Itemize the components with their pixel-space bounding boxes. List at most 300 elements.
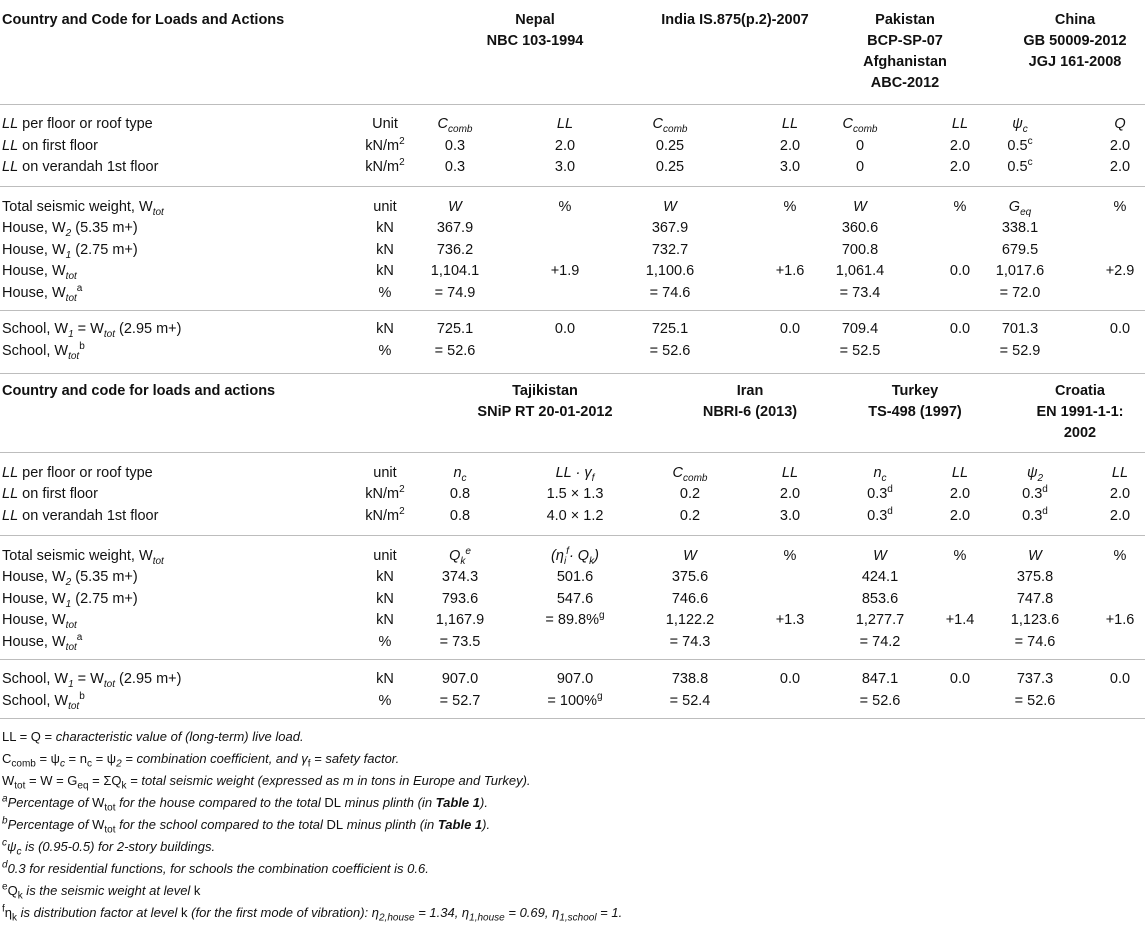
unit-cell: kN — [376, 263, 394, 279]
cell-text: 0.3 — [867, 508, 888, 524]
cell-text: +1.6 — [775, 263, 805, 279]
row-label — [2, 217, 138, 239]
cell-text: = 52.4 — [669, 692, 711, 709]
header-tajikistan — [430, 381, 660, 423]
fn-sub: c — [86, 758, 92, 770]
cell: 0.3 — [444, 138, 466, 154]
cell — [630, 239, 710, 261]
cell-text: = 52.6 — [434, 342, 476, 359]
label-text: House, W — [2, 633, 66, 650]
fn-text: = combination coefficient, and γ — [121, 751, 308, 766]
header-china — [1000, 10, 1145, 73]
cell: W — [683, 548, 697, 564]
cell-text: 0.5 — [1007, 138, 1028, 154]
cell-sub: comb — [663, 123, 688, 135]
cell: % — [1113, 548, 1127, 564]
label-text: (5.35 m+) — [71, 220, 138, 236]
label-sub: tot — [103, 328, 115, 340]
cell-text: = 73.5 — [439, 633, 481, 650]
cell-text: C — [652, 116, 664, 132]
row-label — [2, 260, 77, 282]
cell: 2.0 — [949, 508, 971, 524]
cell — [995, 566, 1075, 588]
unit-cell: unit — [373, 548, 397, 564]
cell-text: 367.9 — [651, 220, 689, 236]
cell-text: 338.1 — [1001, 220, 1039, 236]
cell — [820, 217, 900, 239]
cell-sub: k — [589, 555, 595, 567]
fn-text: is (0.95-0.5) for 2-story buildings. — [21, 839, 216, 854]
fn-text: = W = G — [25, 773, 78, 788]
cell — [525, 588, 625, 610]
cell — [530, 545, 620, 567]
header-china-code1: GB 50009-2012 — [1023, 33, 1127, 49]
cell — [660, 462, 720, 484]
cell — [990, 135, 1050, 157]
fn-text: ). — [482, 817, 491, 832]
label-sub: tot — [152, 206, 164, 218]
header-iran-code: NBRI-6 (2013) — [702, 404, 798, 420]
label-sub: 1 — [68, 328, 74, 340]
fn-text: = ψ — [35, 751, 60, 766]
table2-header-label: Country and code for loads and actions — [2, 383, 276, 399]
cell — [990, 196, 1050, 218]
cell — [650, 631, 730, 653]
fn-text: = 0.69, η — [504, 905, 560, 920]
fn-sub: 2 — [116, 758, 122, 770]
fn-sup: a — [2, 793, 8, 805]
header-croatia-code1: EN 1991-1-1: — [1036, 404, 1124, 420]
header-turkey — [840, 381, 990, 423]
header-pakistan — [840, 10, 970, 94]
cell-text: 701.3 — [1001, 321, 1039, 337]
cell: 2.0 — [779, 138, 801, 154]
cell — [760, 668, 820, 690]
cell-text: G — [1008, 199, 1021, 215]
cell: 2.0 — [554, 138, 576, 154]
unit-cell: Unit — [372, 116, 398, 132]
header-iran-name: Iran — [736, 383, 764, 399]
cell — [850, 483, 910, 505]
row-label — [2, 609, 77, 631]
cell — [760, 609, 820, 631]
fn-text: W — [92, 817, 105, 832]
label-sup: b — [79, 690, 85, 702]
cell-text: ) — [594, 548, 599, 564]
cell-text: = 74.3 — [669, 633, 711, 650]
row-label — [2, 318, 181, 340]
fn-text: = ΣQ — [88, 773, 122, 788]
unit-cell: unit — [373, 465, 397, 481]
cell: 0.25 — [655, 159, 685, 175]
cell: LL — [951, 465, 969, 481]
cell-text: = 100% — [547, 692, 598, 709]
cell — [415, 282, 495, 304]
label-text: = W — [73, 671, 104, 687]
cell — [1100, 609, 1140, 631]
cell-text: = 52.5 — [839, 342, 881, 359]
cell-text: 0.0 — [1109, 321, 1131, 337]
cell-text: +1.6 — [1105, 612, 1135, 628]
cell — [995, 631, 1075, 653]
unit-cell — [355, 483, 415, 505]
cell-text: = 72.0 — [999, 284, 1041, 301]
row-label — [2, 239, 138, 261]
unit-cell: % — [378, 342, 392, 359]
cell-sub: c — [1022, 123, 1028, 135]
cell — [415, 318, 495, 340]
cell-text: 0.0 — [779, 671, 801, 687]
row-label: LL per floor or roof type — [2, 465, 153, 481]
header-iran — [660, 381, 840, 423]
row-label — [2, 668, 181, 690]
cell-sub: comb — [683, 472, 708, 484]
cell: 2.0 — [779, 486, 801, 502]
label-sub: 2 — [65, 576, 72, 588]
cell-text: 367.9 — [436, 220, 474, 236]
cell-text: 1,017.6 — [995, 263, 1045, 279]
cell — [840, 631, 920, 653]
cell: % — [953, 199, 967, 215]
cell — [930, 609, 990, 631]
cell: LL — [781, 116, 799, 132]
cell-text: = 73.4 — [839, 284, 881, 301]
cell-text: LL · γ — [555, 465, 592, 481]
fn-sub: tot — [104, 802, 116, 814]
footnote-9 — [2, 904, 622, 922]
cell — [930, 668, 990, 690]
label-text: (2.95 m+) — [115, 321, 182, 337]
cell-sub: eq — [1020, 206, 1032, 218]
fn-text: = safety factor. — [310, 751, 400, 766]
cell — [995, 609, 1075, 631]
header-croatia-name: Croatia — [1055, 383, 1105, 399]
label-text: House, W — [2, 569, 66, 585]
cell-text: 0.0 — [1109, 671, 1131, 687]
cell-sup: c — [1027, 136, 1033, 148]
label-sup: a — [76, 631, 83, 643]
fn-sup: b — [2, 815, 8, 827]
cell: 0.3 — [444, 159, 466, 175]
cell — [525, 668, 625, 690]
cell-text: 1,122.2 — [665, 612, 715, 628]
table-row — [0, 631, 1145, 653]
cell — [760, 318, 820, 340]
cell — [630, 282, 710, 304]
cell-sub: comb — [448, 123, 473, 135]
cell: W — [873, 548, 887, 564]
cell-text: 737.3 — [1016, 671, 1054, 687]
cell-sup: e — [465, 546, 471, 558]
fn-sub: c — [16, 846, 22, 858]
divider — [0, 310, 1145, 311]
cell-text: 1,104.1 — [430, 263, 480, 279]
cell — [760, 260, 820, 282]
row-label: LL on first floor — [2, 138, 98, 154]
cell: W — [853, 199, 867, 215]
unit-sup: 2 — [399, 506, 405, 518]
cell-text: 1,167.9 — [435, 612, 485, 628]
cell-text: 853.6 — [861, 590, 899, 607]
cell-text: = 89.8% — [545, 612, 600, 628]
fn-text: minus plinth (in — [343, 817, 438, 832]
cell-text: 374.3 — [441, 569, 479, 585]
cell-text: 1,277.7 — [855, 612, 905, 628]
cell-sub: c — [881, 472, 887, 484]
label-sup: a — [76, 282, 83, 294]
cell-sub: f — [591, 472, 595, 484]
table-row — [0, 505, 1145, 527]
cell: LL — [1111, 465, 1129, 481]
fn-text: W — [92, 795, 105, 810]
table-row — [0, 566, 1145, 588]
header-india — [640, 10, 830, 31]
fn-sub: k — [17, 890, 23, 902]
row-label — [2, 690, 85, 712]
unit-cell: kN — [376, 220, 394, 236]
header-china-name: China — [1054, 12, 1096, 28]
header-nepal — [420, 10, 650, 52]
fn-text: k — [193, 883, 201, 898]
table-row — [0, 260, 1145, 282]
label-sub: tot — [65, 270, 77, 282]
cell-text: 747.8 — [1016, 590, 1054, 607]
cell-sub: 2 — [1037, 472, 1044, 484]
cell-text: C — [437, 116, 449, 132]
label-sub: 1 — [65, 598, 72, 610]
table-row — [0, 318, 1145, 340]
cell: 0 — [855, 159, 865, 175]
cell — [630, 260, 710, 282]
table2-header — [0, 381, 1145, 451]
cell: Q — [1114, 116, 1126, 132]
cell — [640, 113, 700, 135]
row-label: LL on verandah 1st floor — [2, 159, 159, 175]
table-row — [0, 282, 1145, 304]
cell-sup: f — [566, 546, 569, 558]
unit-cell: kN — [376, 321, 394, 337]
divider — [0, 104, 1145, 105]
cell — [1100, 668, 1140, 690]
cell — [630, 340, 710, 362]
fn-sub: f — [307, 758, 311, 770]
cell-sup: c — [1027, 157, 1033, 169]
label-sub: 1 — [68, 678, 74, 690]
cell — [650, 690, 730, 712]
cell — [1005, 483, 1065, 505]
header-pakistan-name: Pakistan — [875, 12, 935, 28]
table-row — [0, 483, 1145, 505]
cell-sup: d — [1042, 484, 1048, 496]
unit-text: kN/m — [365, 159, 400, 175]
label-text: House, W — [2, 612, 66, 628]
cell-text: 0.3 — [867, 486, 888, 502]
cell — [990, 113, 1050, 135]
unit-cell — [355, 156, 415, 178]
cell — [840, 690, 920, 712]
fn-text: = n — [64, 751, 87, 766]
cell-text: 725.1 — [651, 321, 689, 337]
cell-sup: d — [887, 506, 893, 518]
cell: LL — [951, 116, 969, 132]
fn-sub: eq — [77, 780, 89, 792]
label-text: House, W — [2, 590, 66, 607]
fn-sub: tot — [104, 824, 116, 836]
fn-text: DL — [326, 817, 344, 832]
fn-sub: c — [59, 758, 65, 770]
fn-text: Percentage of — [7, 795, 93, 810]
row-label — [2, 631, 82, 653]
cell: 0.2 — [679, 486, 701, 502]
cell-text: 793.6 — [441, 590, 479, 607]
label-sub: 1 — [65, 249, 72, 261]
cell-text: 375.6 — [671, 569, 709, 585]
cell — [415, 217, 495, 239]
cell — [650, 668, 730, 690]
cell — [630, 217, 710, 239]
fn-text: C — [2, 751, 12, 766]
divider — [0, 718, 1145, 719]
label-text: = W — [73, 321, 104, 337]
label-text: (5.35 m+) — [71, 569, 138, 585]
table-row — [0, 217, 1145, 239]
cell: 0 — [855, 138, 865, 154]
cell: 3.0 — [779, 508, 801, 524]
cell — [650, 588, 730, 610]
label-text: Total seismic weight, W — [2, 548, 153, 564]
cell-text: 424.1 — [861, 569, 899, 585]
cell-text: 738.8 — [671, 671, 709, 687]
cell — [980, 260, 1060, 282]
cell — [425, 113, 485, 135]
cell — [980, 239, 1060, 261]
table-row — [0, 135, 1145, 157]
cell-sup: d — [887, 484, 893, 496]
cell — [995, 668, 1075, 690]
table-row — [0, 340, 1145, 362]
header-india-code: India IS.875(p.2)-2007 — [661, 12, 809, 28]
cell-text: 907.0 — [441, 671, 479, 687]
table-row — [0, 690, 1145, 712]
footnote-3 — [2, 772, 531, 790]
cell: 3.0 — [554, 159, 576, 175]
fn-text: is distribution factor at level — [17, 905, 182, 920]
label-sub: tot — [65, 641, 77, 653]
cell: W — [663, 199, 677, 215]
label-sub: tot — [152, 555, 164, 567]
cell-sup: d — [1042, 506, 1048, 518]
cell: W — [1028, 548, 1042, 564]
label-sub: 2 — [65, 227, 72, 239]
label-sub: tot — [68, 700, 80, 712]
fn-sup: e — [2, 881, 8, 893]
cell-text: 725.1 — [436, 321, 474, 337]
cell-text: = 74.9 — [434, 284, 476, 301]
header-turkey-name: Turkey — [891, 383, 939, 399]
cell-text: = 52.6 — [859, 692, 901, 709]
header-croatia-code2: 2002 — [1063, 425, 1097, 441]
cell: 4.0 × 1.2 — [546, 508, 604, 524]
cell: 0.25 — [655, 138, 685, 154]
cell-text: +2.9 — [1105, 263, 1135, 279]
fn-text: ). — [480, 795, 488, 810]
cell — [990, 156, 1050, 178]
cell — [980, 282, 1060, 304]
cell — [420, 609, 500, 631]
row-label: LL per floor or roof type — [2, 116, 153, 132]
cell — [420, 566, 500, 588]
footnote-2 — [2, 750, 399, 768]
cell — [1100, 260, 1140, 282]
fn-text: 0.3 for residential functions, for schools the combination coefficient is 0.6. — [7, 861, 429, 876]
cell — [850, 462, 910, 484]
cell-text: 907.0 — [556, 671, 594, 687]
cell — [820, 340, 900, 362]
cell: 0.8 — [449, 486, 471, 502]
unit-cell: % — [378, 284, 392, 301]
table-row — [0, 609, 1145, 631]
footnote-6 — [2, 838, 215, 856]
fn-text: η — [4, 905, 13, 920]
fn-bold: Table 1 — [435, 795, 480, 810]
fn-sub: 1,school — [559, 912, 597, 924]
cell-text: 547.6 — [556, 590, 594, 607]
cell-text: = 52.6 — [1014, 692, 1056, 709]
fn-text: for the school compared to the total — [115, 817, 327, 832]
cell: 2.0 — [1109, 159, 1131, 175]
cell-text: = 74.6 — [649, 284, 691, 301]
cell-text: n — [453, 465, 462, 481]
cell: 0.8 — [449, 508, 471, 524]
footnote-8 — [2, 882, 200, 900]
cell-text: 0.0 — [949, 321, 971, 337]
fn-sub: tot — [14, 780, 26, 792]
cell — [525, 566, 625, 588]
footnote-5 — [2, 816, 490, 834]
header-nepal-name: Nepal — [515, 12, 555, 28]
cell — [980, 340, 1060, 362]
label-text: House, W — [2, 220, 66, 236]
cell — [650, 609, 730, 631]
cell — [420, 690, 500, 712]
cell: % — [953, 548, 967, 564]
cell — [995, 588, 1075, 610]
cell — [820, 318, 900, 340]
table-row — [0, 113, 1145, 135]
row-label — [2, 340, 85, 362]
label-sub: tot — [103, 678, 115, 690]
fn-text: is the seismic weight at level — [22, 883, 194, 898]
cell — [415, 260, 495, 282]
unit-sup: 2 — [399, 136, 405, 148]
table-row — [0, 462, 1145, 484]
fn-text: Percentage of — [7, 817, 93, 832]
divider — [0, 186, 1145, 187]
fn-text: for the house compared to the total — [115, 795, 325, 810]
cell-text: 501.6 — [556, 569, 594, 585]
row-label — [2, 196, 164, 218]
unit-cell: kN — [376, 241, 394, 258]
unit-text: kN/m — [365, 486, 400, 502]
cell-text: 360.6 — [841, 220, 879, 236]
cell — [820, 260, 900, 282]
cell: LL — [781, 465, 799, 481]
table-row — [0, 545, 1145, 567]
cell-text: 0.3 — [1022, 486, 1043, 502]
cell — [1005, 462, 1065, 484]
header-tajikistan-code: SNiP RT 20-01-2012 — [477, 404, 613, 420]
cell-text: 1,061.4 — [835, 263, 885, 279]
